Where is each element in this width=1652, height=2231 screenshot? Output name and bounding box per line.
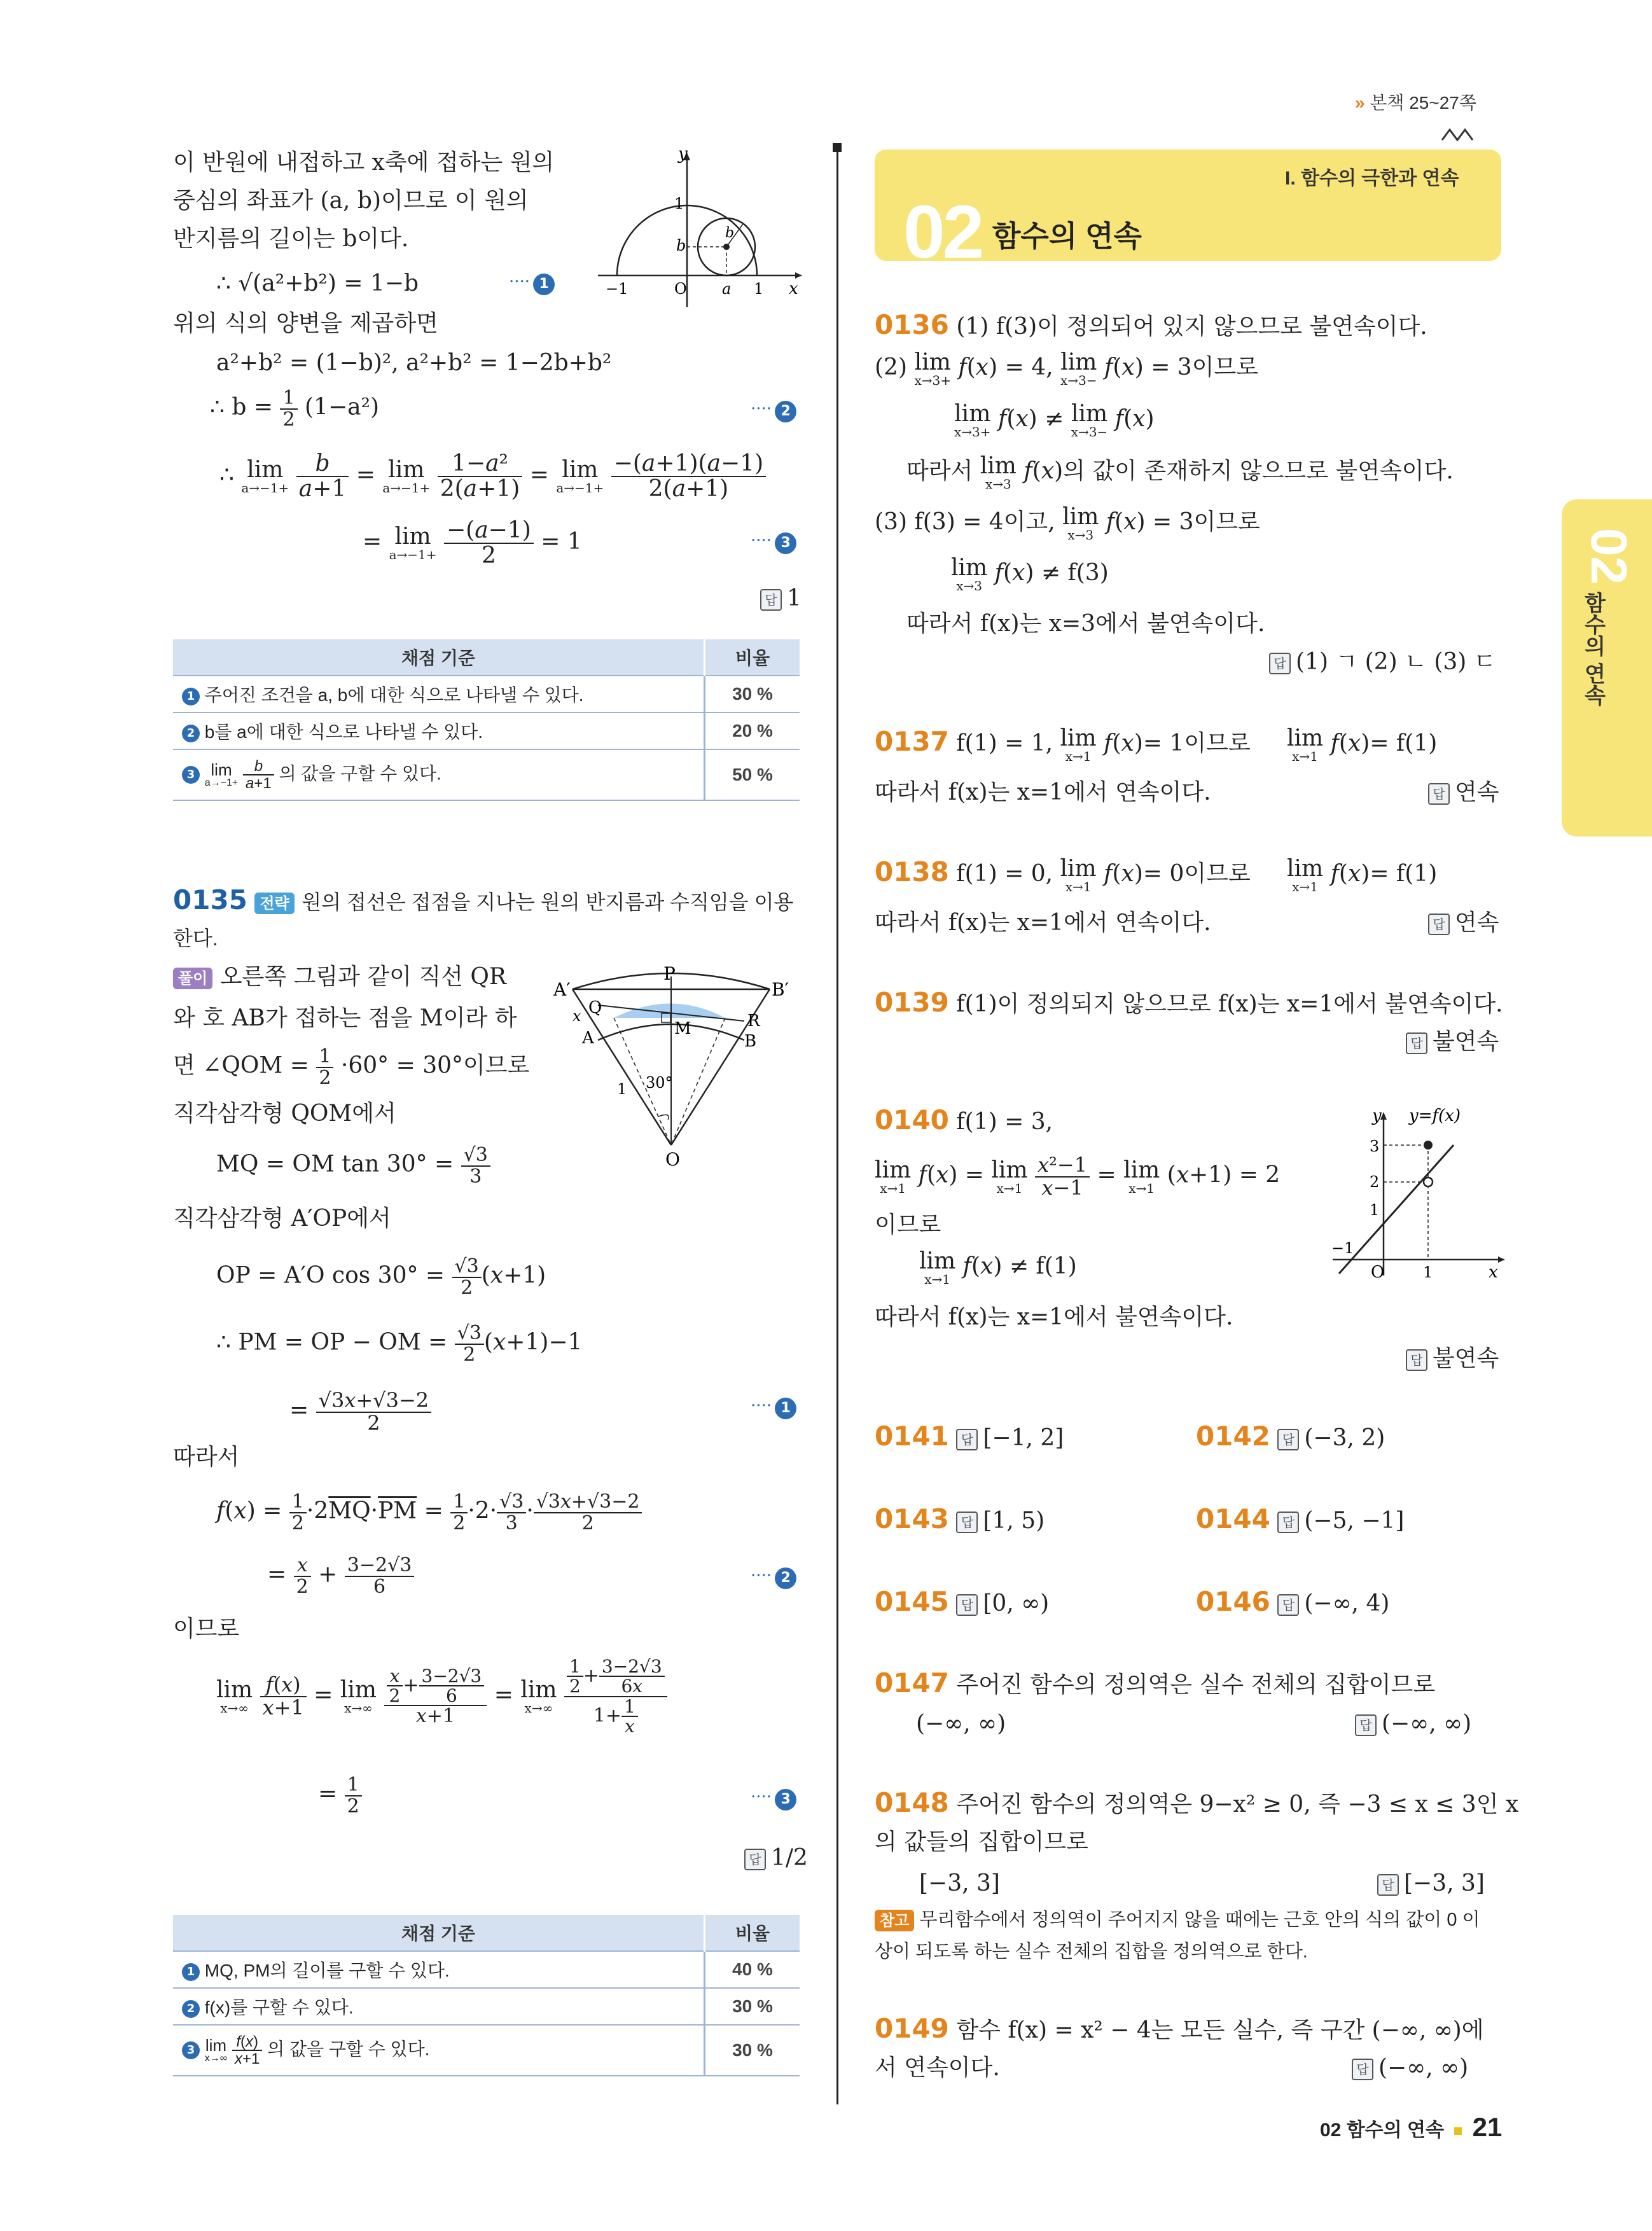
svg-text:A: A	[582, 1029, 594, 1048]
problem-0143-number: 0143	[875, 1503, 949, 1534]
table1-row3-text: 의 값을 구할 수 있다.	[279, 763, 441, 784]
table2-row2-text: f(x)를 구할 수 있다.	[204, 1998, 354, 2017]
problem-0140-since: 이므로	[875, 1212, 941, 1238]
problem-0136-b4: 의 값이 존재하지 않으므로 불연속이다.	[1063, 458, 1454, 484]
svg-text:3: 3	[1370, 1137, 1380, 1155]
problem-0144	[1196, 1503, 1404, 1538]
square-bullet-icon	[1454, 2127, 1462, 2135]
svg-text:A′: A′	[553, 979, 571, 1000]
table2-row3-ratio: 30 %	[705, 2025, 800, 2076]
table2-row3-text: 의 값을 구할 수 있다.	[267, 2039, 430, 2059]
sol-line-4: 직각삼각형 QOM에서	[173, 1101, 396, 1127]
strategy-text: 원의 접선은 접점을 지나는 원의 반지름과 수직임을 이용	[302, 891, 794, 914]
scoring-table-1	[173, 639, 800, 801]
side-tab-number: 02	[1581, 528, 1637, 585]
problem-0143	[875, 1503, 1045, 1538]
problem-0138-number: 0138	[875, 856, 949, 887]
sol-line-3-pre: 면 ∠QOM =	[173, 1052, 309, 1079]
sol-line-6: 직각삼각형 A′OP에서	[173, 1206, 391, 1232]
problem-0148-l1: 주어진 함수의 정의역은 9−x² ≥ 0, 즉 −3 ≤ x ≤ 3인 x	[956, 1791, 1519, 1817]
problem-0140-l1: f(1) = 3,	[956, 1109, 1053, 1135]
table2-row2-ratio: 30 %	[705, 1988, 800, 2025]
svg-text:y: y	[678, 145, 688, 163]
problem-0146-answer: (−∞, 4)	[1304, 1590, 1390, 1616]
equation-3-pre: ∴ b =	[210, 394, 273, 420]
svg-text:P: P	[663, 963, 676, 984]
table-row: 2 b를 a에 대한 식으로 나타낼 수 있다. 20 %	[173, 712, 800, 749]
svg-text:B′: B′	[772, 979, 789, 1000]
table-row: 1 주어진 조건을 a, b에 대한 식으로 나타낼 수 있다. 30 %	[173, 676, 800, 712]
strategy-badge: 전략	[254, 893, 294, 914]
table-row: 3 lim a→−1+ $\frac{b}{a+1}$ 의 값을 구할 수 있다. 50 %	[173, 749, 800, 800]
marker-0135-3: ···· 3	[751, 1788, 796, 1811]
problem-0137-l3: = f(1)	[1370, 730, 1438, 756]
problem-0147	[875, 1667, 1435, 1702]
problem-0147-number: 0147	[875, 1667, 949, 1699]
sol-line-10: 따라서	[173, 1444, 240, 1470]
problem-0148	[875, 1786, 1518, 1821]
svg-text:x: x	[789, 279, 798, 298]
problem-0148-number: 0148	[875, 1787, 949, 1818]
problem-0141-answer: [−1, 2]	[983, 1425, 1064, 1451]
table2-row1-ratio: 40 %	[705, 1951, 800, 1988]
problem-0137-l1: f(1) = 1,	[956, 730, 1053, 756]
answer-0148-value: [−3, 3]	[1404, 1870, 1485, 1896]
answer-icon: 답	[1277, 1512, 1299, 1533]
problem-0139	[875, 986, 1503, 1021]
sol-line-9: = $\frac{√3x+√3-2}{2}$	[289, 1390, 431, 1434]
table-row: 3 lim x→∞ $\frac{f(x)}{x+1}$ 의 값을 구할 수 있다. 30 %	[173, 2025, 800, 2076]
problem-0142-answer: (−3, 2)	[1304, 1425, 1385, 1451]
answer-0140	[1406, 1342, 1499, 1375]
chapter-title: 함수의 연속	[992, 219, 1142, 253]
answer-icon: 답	[760, 589, 782, 611]
problem-0149-number: 0149	[875, 2013, 949, 2044]
sol-line-14: lim x→∞ $\frac{f(x)}{x+1}$ = lim x→∞ $\frac{x}{2}$ + $\frac{3-2√3}{6}$ x+1 = lim x→∞ $\frac{1}{2}$ + $\frac{3-2√3}{6x}$ 1+ $\frac{1}{x}$	[216, 1657, 667, 1736]
problem-0136-c2: = 3이므로	[1152, 509, 1260, 535]
problem-0136-a-text: (1) f(3)이 정의되어 있지 않으므로 불연속이다.	[956, 314, 1427, 340]
problem-0138-l2: = 0이므로	[1142, 861, 1251, 887]
sol-line-3: 면 ∠QOM = $\frac{1}{2}$ ·60° = 30°이므로	[173, 1045, 530, 1089]
strategy-text-2: 한다.	[173, 927, 218, 950]
svg-text:1: 1	[674, 195, 684, 212]
problem-0136-c1: (3) f(3) = 4이고,	[875, 509, 1055, 535]
problem-0145-answer: [0, ∞)	[983, 1590, 1050, 1616]
problem-0138-l1: f(1) = 0,	[956, 861, 1053, 887]
limit-equation-2: = lim a→−1+ $\frac{-(a-1)}{2}$ = 1	[363, 517, 582, 569]
problem-0140-concl: 따라서 f(x)는 x=1에서 불연속이다.	[875, 1304, 1233, 1330]
sol-line-1-text: 오른쪽 그림과 같이 직선 QR	[219, 964, 506, 990]
problem-0148-l3: [−3, 3]	[919, 1870, 1000, 1896]
problem-0147-l2: (−∞, ∞)	[916, 1711, 1006, 1737]
problem-0140-number: 0140	[875, 1104, 949, 1136]
problem-0140-l4: ≠ f(1)	[1009, 1253, 1077, 1279]
svg-text:B: B	[744, 1032, 757, 1051]
marker-0135-1: ···· 1	[751, 1396, 796, 1419]
sol-line-11: f(x) = $\frac{1}{2}$ $\cdot 2\overline{MQ}\cdot\overline{PM}$ = $\frac{1}{2}$ ·2· $\frac{√3}{3}$ · $\frac{√3x+√3-2}{2}$	[216, 1492, 642, 1533]
problem-0138: 0138 f(1) = 0, lim x→1 f(x)= 0이므로 lim x→1 f(x)= f(1)	[875, 856, 1438, 894]
answer-0147	[1355, 1707, 1471, 1741]
svg-text:1: 1	[1423, 1263, 1433, 1279]
problem-0136-c3: ≠ f(3)	[1041, 560, 1109, 586]
problem-0146-number: 0146	[1196, 1586, 1270, 1617]
divider-dot	[833, 143, 842, 152]
equation-2: a²+b² = (1−b)², a²+b² = 1−2b+b²	[216, 350, 612, 376]
svg-text:O: O	[1371, 1263, 1385, 1279]
problem-0140-limit: lim x→1 f(x) = lim x→1 $\frac{\text{x²−1}}{x-1}$ = lim x→1 (x+1) = 2	[875, 1153, 1281, 1200]
intro-line-1: 이 반원에 내접하고 x축에 접하는 원의	[173, 149, 555, 176]
table-row: 1 MQ, PM의 길이를 구할 수 있다. 40 %	[173, 1951, 800, 1988]
equation-1	[216, 267, 419, 300]
answer-icon: 답	[956, 1429, 978, 1450]
sol-line-3-post: ·60° = 30°이므로	[340, 1052, 530, 1079]
svg-text:Q: Q	[588, 998, 602, 1017]
answer-0135	[744, 1842, 808, 1875]
problem-0136-c-ineq: lim x→3 f(x) ≠ f(3)	[951, 555, 1109, 594]
svg-text:1: 1	[754, 280, 764, 298]
marker-3: ···· 3	[751, 531, 796, 554]
problem-0135-header	[173, 884, 793, 918]
answer-0138	[1428, 907, 1499, 940]
equation-3-post: (1−a²)	[305, 394, 380, 420]
table1-head-criterion: 채점 기준	[173, 639, 705, 676]
answer-icon: 답	[1406, 1349, 1427, 1371]
table1-row2-ratio: 20 %	[705, 712, 800, 749]
problem-0149-l1: 함수 f(x) = x² − 4는 모든 실수, 즉 구간 (−∞, ∞)에	[956, 2017, 1484, 2043]
problem-0144-number: 0144	[1196, 1503, 1270, 1534]
footer	[1320, 2112, 1502, 2143]
sol-line-5-text: MQ = OM tan 30° =	[216, 1151, 454, 1178]
problem-0136-c: (3) f(3) = 4이고, lim x→3 f(x) = 3이므로	[875, 504, 1260, 543]
intro-line-3: 반지름의 길이는 b이다.	[173, 226, 409, 252]
note-0148-text-1: 무리함수에서 정의역이 주어지지 않을 때에는 근호 안의 식의 값이 0 이	[919, 1910, 1480, 1930]
problem-0141-number: 0141	[875, 1421, 949, 1452]
function-graph	[1326, 1107, 1511, 1281]
answer-icon: 답	[1277, 1429, 1299, 1450]
zigzag-icon	[1441, 126, 1479, 145]
svg-text:b: b	[676, 237, 686, 254]
answer-icon: 답	[1269, 653, 1291, 674]
page-reference-text: 본책 25~27쪽	[1370, 93, 1476, 113]
answer-0149	[1352, 2052, 1468, 2085]
graph-label: y=f(x)	[1409, 1107, 1461, 1125]
chapter-number: 02	[903, 190, 982, 274]
svg-text:x: x	[1489, 1263, 1498, 1279]
problem-0136-b2: = 3이므로	[1151, 354, 1259, 380]
problem-0147-l1: 주어진 함수의 정의역은 실수 전체의 집합이므로	[956, 1672, 1436, 1698]
svg-text:O: O	[665, 1149, 680, 1170]
page-reference	[1355, 89, 1476, 115]
answer-icon: 답	[1355, 1714, 1377, 1736]
sol-line-7-text: OP = A′O cos 30° =	[216, 1262, 445, 1289]
table2-head-ratio: 비율	[705, 1915, 800, 1951]
note-badge: 참고	[875, 1910, 914, 1931]
sol-line-13: 이므로	[173, 1616, 240, 1642]
table1-row2-text: b를 a에 대한 식으로 나타낼 수 있다.	[204, 722, 483, 742]
svg-text:a: a	[722, 280, 732, 298]
double-chevron-icon: »	[1355, 93, 1365, 113]
svg-text:O: O	[674, 280, 687, 298]
sol-line-8-text: ∴ PM = OP − OM =	[216, 1329, 448, 1356]
sol-line-8: ∴ PM = OP − OM = $\frac{√3}{2}$ (x+1)−1	[216, 1322, 583, 1366]
problem-0138-l3: = f(1)	[1370, 861, 1438, 887]
sol-line-7: OP = A′O cos 30° = $\frac{√3}{2}$ (x+1)	[216, 1255, 546, 1299]
note-0148-2: 상이 되도록 하는 실수 전체의 집합을 정의역으로 한다.	[875, 1942, 1308, 1962]
limit-equation-1: ∴ lim a→−1+ $\frac{b}{a+1}$ = lim a→−1+ $\frac{\text{1−a²}}{2(a+1)}$ = lim a→−1+ $\frac{-(a+1)(a-1)}{2(a+1)}$	[219, 452, 766, 501]
answer-0134	[760, 582, 802, 615]
problem-0136-number: 0136	[875, 309, 949, 340]
svg-text:1: 1	[1370, 1201, 1380, 1219]
problem-0139-l1: f(1)이 정의되지 않으므로 f(x)는 x=1에서 불연속이다.	[956, 991, 1503, 1017]
problem-0137-concl: 따라서 f(x)는 x=1에서 연속이다.	[875, 779, 1211, 805]
answer-0149-value: (−∞, ∞)	[1378, 2055, 1469, 2081]
page-number: 21	[1472, 2112, 1503, 2142]
table2-head-criterion: 채점 기준	[173, 1915, 705, 1951]
svg-text:2: 2	[1370, 1173, 1380, 1191]
problem-0139-number: 0139	[875, 987, 949, 1018]
answer-0139-value: 불연속	[1433, 1029, 1499, 1055]
side-tab-text: 함수의 연속	[1581, 592, 1605, 706]
problem-0143-answer: [1, 5)	[983, 1508, 1045, 1534]
answer-0137-value: 연속	[1455, 779, 1499, 805]
answer-icon: 답	[1406, 1032, 1427, 1054]
sector-diagram	[553, 961, 802, 1173]
problem-0141	[875, 1420, 1064, 1455]
problem-0136-b: (2) lim x→3+ f(x) = 4, lim x→3− f(x) = 3이므로	[875, 349, 1259, 388]
answer-0136	[1269, 646, 1496, 679]
problem-0148-l2: 의 값들의 집합이므로	[875, 1829, 1088, 1855]
answer-icon: 답	[1377, 1874, 1399, 1896]
problem-0136-a	[875, 309, 1427, 344]
svg-text:R: R	[747, 1011, 760, 1031]
answer-icon: 답	[956, 1594, 978, 1616]
answer-icon: 답	[956, 1512, 978, 1533]
svg-text:y: y	[1372, 1107, 1382, 1125]
svg-text:−1: −1	[1331, 1239, 1354, 1257]
problem-0135-number: 0135	[173, 884, 247, 915]
scoring-table-2	[173, 1915, 800, 2076]
answer-0137	[1428, 776, 1499, 809]
answer-0136-value: (1) ㄱ (2) ㄴ (3) ㄷ	[1296, 649, 1496, 675]
problem-0149-l2: 서 연속이다.	[875, 2055, 1000, 2081]
table1-row3-ratio: 50 %	[705, 749, 800, 800]
problem-0144-answer: (−5, −1]	[1304, 1508, 1405, 1534]
answer-icon: 답	[1277, 1594, 1299, 1616]
answer-icon: 답	[1428, 783, 1450, 805]
problem-0136-b-ineq: lim x→3+ f(x) ≠ lim x→3− f(x)	[954, 401, 1155, 440]
answer-0134-value: 1	[787, 585, 802, 611]
sol-line-15: = $\frac{1}{2}$	[318, 1775, 362, 1816]
table-row: 2 f(x)를 구할 수 있다. 30 %	[173, 1988, 800, 2025]
svg-text:x: x	[573, 1007, 581, 1025]
marker-2: ···· 2	[751, 400, 796, 422]
answer-0135-value: 1/2	[771, 1845, 808, 1871]
sol-line-12: = $\frac{x}{2}$ + $\frac{3-2√3}{6}$	[267, 1555, 414, 1597]
problem-0136-b3: 따라서	[906, 458, 973, 484]
problem-0142-number: 0142	[1196, 1421, 1270, 1452]
svg-text:30°: 30°	[646, 1074, 673, 1092]
unit-title: I. 함수의 극한과 연속	[1285, 168, 1459, 189]
svg-text:−1: −1	[606, 280, 628, 298]
table1-row1-text: 주어진 조건을 a, b에 대한 식으로 나타낼 수 있다.	[204, 685, 584, 705]
problem-0138-concl: 따라서 f(x)는 x=1에서 연속이다.	[875, 910, 1211, 936]
answer-icon: 답	[1428, 914, 1450, 935]
answer-0140-value: 불연속	[1433, 1345, 1499, 1372]
equation-3: ∴ b = $\frac{1}{2}$ (1−a²)	[210, 387, 380, 431]
answer-0138-value: 연속	[1455, 910, 1499, 936]
intro-line-2: 중심의 좌표가 (a, b)이므로 이 원의	[173, 188, 529, 214]
problem-0146	[1196, 1585, 1389, 1620]
problem-0136-b1: = 4,	[1004, 354, 1053, 380]
table2-row1-text: MQ, PM의 길이를 구할 수 있다.	[204, 1961, 450, 1980]
svg-text:M: M	[674, 1019, 691, 1038]
answer-icon: 답	[744, 1849, 766, 1870]
square-both-sides: 위의 식의 양변을 제곱하면	[173, 310, 438, 337]
marker-0135-2: ···· 2	[751, 1566, 796, 1589]
equation-1-text: ∴ √(a²+b²) = 1−b	[216, 270, 419, 296]
svg-text:1: 1	[617, 1080, 627, 1098]
note-0148-1	[875, 1905, 1480, 1935]
problem-0140-a	[875, 1104, 1053, 1139]
problem-0145-number: 0145	[875, 1586, 949, 1617]
column-divider	[836, 145, 838, 2104]
problem-0142	[1196, 1420, 1385, 1455]
table1-head-ratio: 비율	[705, 639, 800, 676]
sol-line-1	[173, 961, 506, 994]
svg-text:b: b	[725, 225, 735, 241]
problem-0140-ineq: lim x→1 f(x) ≠ f(1)	[919, 1248, 1077, 1287]
answer-0148	[1377, 1867, 1485, 1900]
problem-0137: 0137 f(1) = 1, lim x→1 f(x)= 1이므로 lim x→1 f(x)= f(1)	[875, 725, 1438, 764]
footer-chapter: 02 함수의 연속	[1320, 2120, 1444, 2141]
problem-0137-l2: = 1이므로	[1142, 730, 1251, 756]
problem-0136-b-concl: 따라서 lim x→3 f(x)의 값이 존재하지 않으므로 불연속이다.	[906, 453, 1454, 492]
sol-line-5: MQ = OM tan 30° = $\frac{√3}{3}$	[216, 1145, 490, 1186]
problem-0145	[875, 1585, 1049, 1620]
answer-icon: 답	[1352, 2059, 1373, 2080]
sol-line-2: 와 호 AB가 접하는 점을 M이라 하	[173, 1005, 517, 1031]
solution-badge: 풀이	[173, 968, 212, 989]
answer-0139	[1406, 1025, 1499, 1059]
problem-0137-number: 0137	[875, 726, 949, 757]
marker-1: ···· 1	[509, 272, 555, 295]
problem-0149	[875, 2012, 1484, 2047]
problem-0136-c-concl: 따라서 f(x)는 x=3에서 불연속이다.	[906, 611, 1265, 637]
table1-row1-ratio: 30 %	[705, 676, 800, 712]
semicircle-diagram	[592, 145, 808, 313]
answer-0147-value: (−∞, ∞)	[1382, 1711, 1472, 1737]
